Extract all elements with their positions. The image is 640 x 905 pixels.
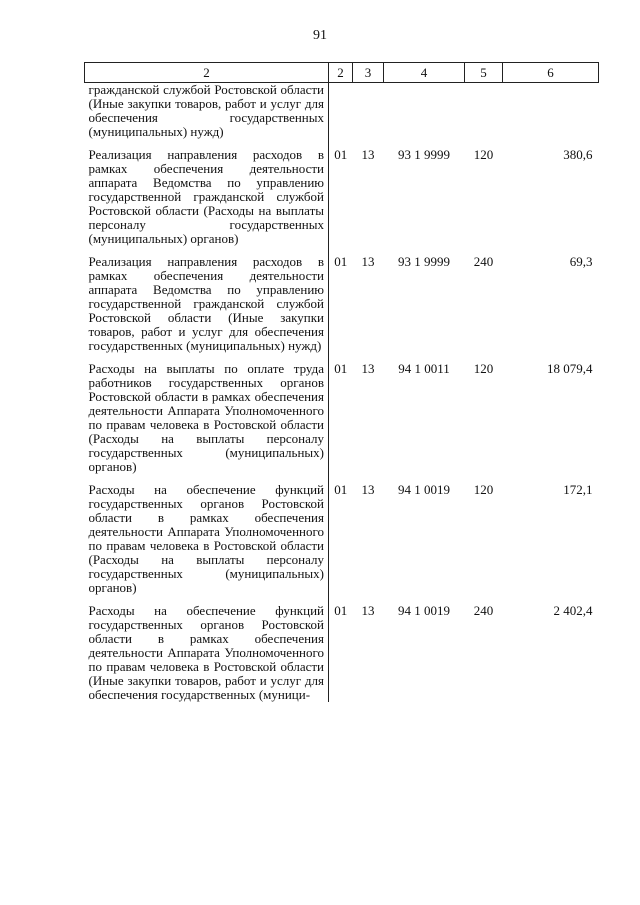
row-vr [465, 83, 503, 140]
row-podrazdel: 13 [361, 482, 375, 497]
row-sum: 18 079,4 [547, 361, 593, 376]
row-name: Расходы на обеспечение функций государственных органов Ростовской области в рамках обеспечения деятельности Аппарата Уполномоченного по правам человека в Ростовской области (Расходы на выплаты персоналу государственных (муниципальных) органов) [85, 483, 329, 595]
header-col-podrazdel: 3 [353, 63, 384, 83]
page-number: 91 [313, 28, 327, 43]
row-csr: 93 1 9999 [398, 254, 450, 269]
row-podrazdel: 13 [361, 361, 375, 376]
row-name: гражданской службой Ростовской области (Иные закупки товаров, работ и услуг для обеспечения государственных (муниципальных) нужд) [85, 83, 329, 140]
table-row [85, 483, 599, 595]
row-sum [503, 83, 599, 140]
budget-table [84, 62, 599, 702]
row-csr: 94 1 0019 [398, 482, 450, 497]
row-name: Реализация направления расходов в рамках обеспечения деятельности аппарата Ведомства по управлению государственной гражданской службой Ростовской области (Расходы на выплаты персоналу государственных (муниципальных) органов) [85, 148, 329, 246]
row-csr: 93 1 9999 [398, 147, 450, 162]
row-vr: 240 [473, 254, 494, 269]
table-row [85, 604, 599, 702]
row-razdel: 01 [334, 254, 348, 269]
row-razdel: 01 [334, 603, 348, 618]
header-col-razdel: 2 [329, 63, 353, 83]
row-razdel: 01 [334, 147, 348, 162]
table-header [85, 63, 599, 83]
row-sum: 69,3 [569, 254, 593, 269]
table-row [85, 255, 599, 353]
row-sum: 172,1 [563, 482, 593, 497]
row-razdel [329, 83, 353, 140]
row-sum: 380,6 [563, 147, 593, 162]
row-razdel: 01 [334, 482, 348, 497]
row-razdel: 01 [334, 361, 348, 376]
row-sum: 2 402,4 [553, 603, 593, 618]
row-podrazdel: 13 [361, 147, 375, 162]
table-row [85, 362, 599, 474]
row-vr: 120 [473, 147, 494, 162]
table-row [85, 148, 599, 246]
row-vr: 120 [473, 482, 494, 497]
row-podrazdel [353, 83, 384, 140]
table-row [85, 83, 599, 140]
header-row [85, 63, 599, 83]
row-name: Реализация направления расходов в рамках обеспечения деятельности аппарата Ведомства по управлению государственной гражданской службой Ростовской области (Иные закупки товаров, работ и услуг для обеспечения государственных (муниципальных) нужд) [85, 255, 329, 353]
row-csr: 94 1 0019 [398, 603, 450, 618]
row-csr [384, 83, 465, 140]
header-col-name: 2 [85, 63, 329, 83]
row-podrazdel: 13 [361, 603, 375, 618]
header-col-vr: 5 [465, 63, 503, 83]
row-csr: 94 1 0011 [398, 361, 450, 376]
row-podrazdel: 13 [361, 254, 375, 269]
budget-table-container [84, 62, 598, 702]
row-name: Расходы на выплаты по оплате труда работников государственных органов Ростовской области в рамках обеспечения деятельности Аппарата Уполномоченного по правам человека в Ростовской области (Расходы на выплаты персоналу государственных (муниципальных) органов) [85, 362, 329, 474]
row-vr: 240 [473, 603, 494, 618]
header-col-csr: 4 [384, 63, 465, 83]
row-name: Расходы на обеспечение функций государственных органов Ростовской области в рамках обеспечения деятельности Аппарата Уполномоченного по правам человека в Ростовской области (Иные закупки товаров, работ и услуг для обеспечения государственных (муници- [85, 604, 329, 702]
row-vr: 120 [473, 361, 494, 376]
header-col-sum: 6 [503, 63, 599, 83]
table-body [85, 83, 599, 703]
